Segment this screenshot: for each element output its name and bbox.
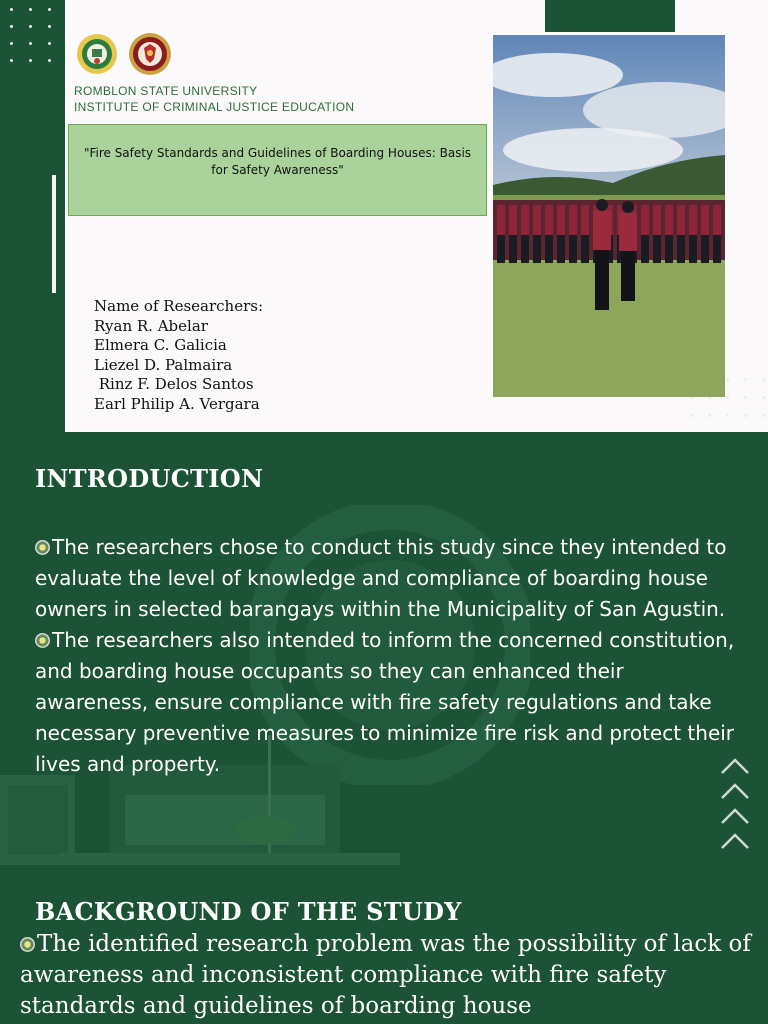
chevron-up-icon: [720, 830, 750, 852]
introduction-body: [35, 532, 735, 780]
icje-seal-logo: [128, 32, 172, 76]
researchers-list: [94, 297, 263, 414]
researcher-name: Ryan R. Abelar: [94, 316, 208, 335]
chevron-up-icon: [720, 755, 750, 777]
researcher-name: Rinz F. Delos Santos: [94, 375, 254, 393]
researcher-name: Elmera C. Galicia: [94, 336, 227, 354]
background-body: The identified research problem was the possibility of lack of awareness and inconsistent compliance with fire safety standards and guidelines of boarding house: [20, 931, 751, 1019]
chevron-up-icon: [720, 805, 750, 827]
seal-bullet-icon: [20, 937, 35, 952]
research-title: "Fire Safety Standards and Guidelines of Boarding Houses: Basis for Safety Awareness": [83, 146, 472, 177]
background-heading: BACKGROUND OF THE STUDY: [35, 897, 462, 926]
rsu-seal-logo: [76, 33, 118, 75]
researcher-name: Earl Philip A. Vergara: [94, 394, 260, 413]
researcher-name: Liezel D. Palmaira: [94, 355, 233, 374]
vertical-accent-bar: [52, 175, 56, 293]
introduction-paragraph: The researchers also intended to inform the concerned constitution, and boarding house occupants so they can enhanced their awareness, ensure compliance with fire safety regulations and take necessary preventive measures to minimize fire risk and protect their lives and property.: [35, 628, 735, 776]
researchers-heading: Name of Researchers:: [94, 297, 264, 315]
introduction-heading: INTRODUCTION: [35, 464, 264, 493]
chevron-up-icon: [720, 780, 750, 802]
research-title-box: [68, 124, 487, 216]
seal-bullet-icon: [35, 633, 50, 648]
cadets-formation-photo: [493, 35, 725, 397]
institute-name: INSTITUTE OF CRIMINAL JUSTICE EDUCATION: [74, 100, 355, 114]
seal-bullet-icon: [35, 540, 50, 555]
dot-grid-top-left: [10, 8, 51, 62]
introduction-paragraph: The researchers chose to conduct this study since they intended to evaluate the level of knowledge and compliance of boarding house owners in selected barangays within the Municipality of San Agustin.: [35, 535, 727, 621]
green-tab: [545, 0, 675, 32]
university-name: ROMBLON STATE UNIVERSITY: [74, 84, 258, 98]
